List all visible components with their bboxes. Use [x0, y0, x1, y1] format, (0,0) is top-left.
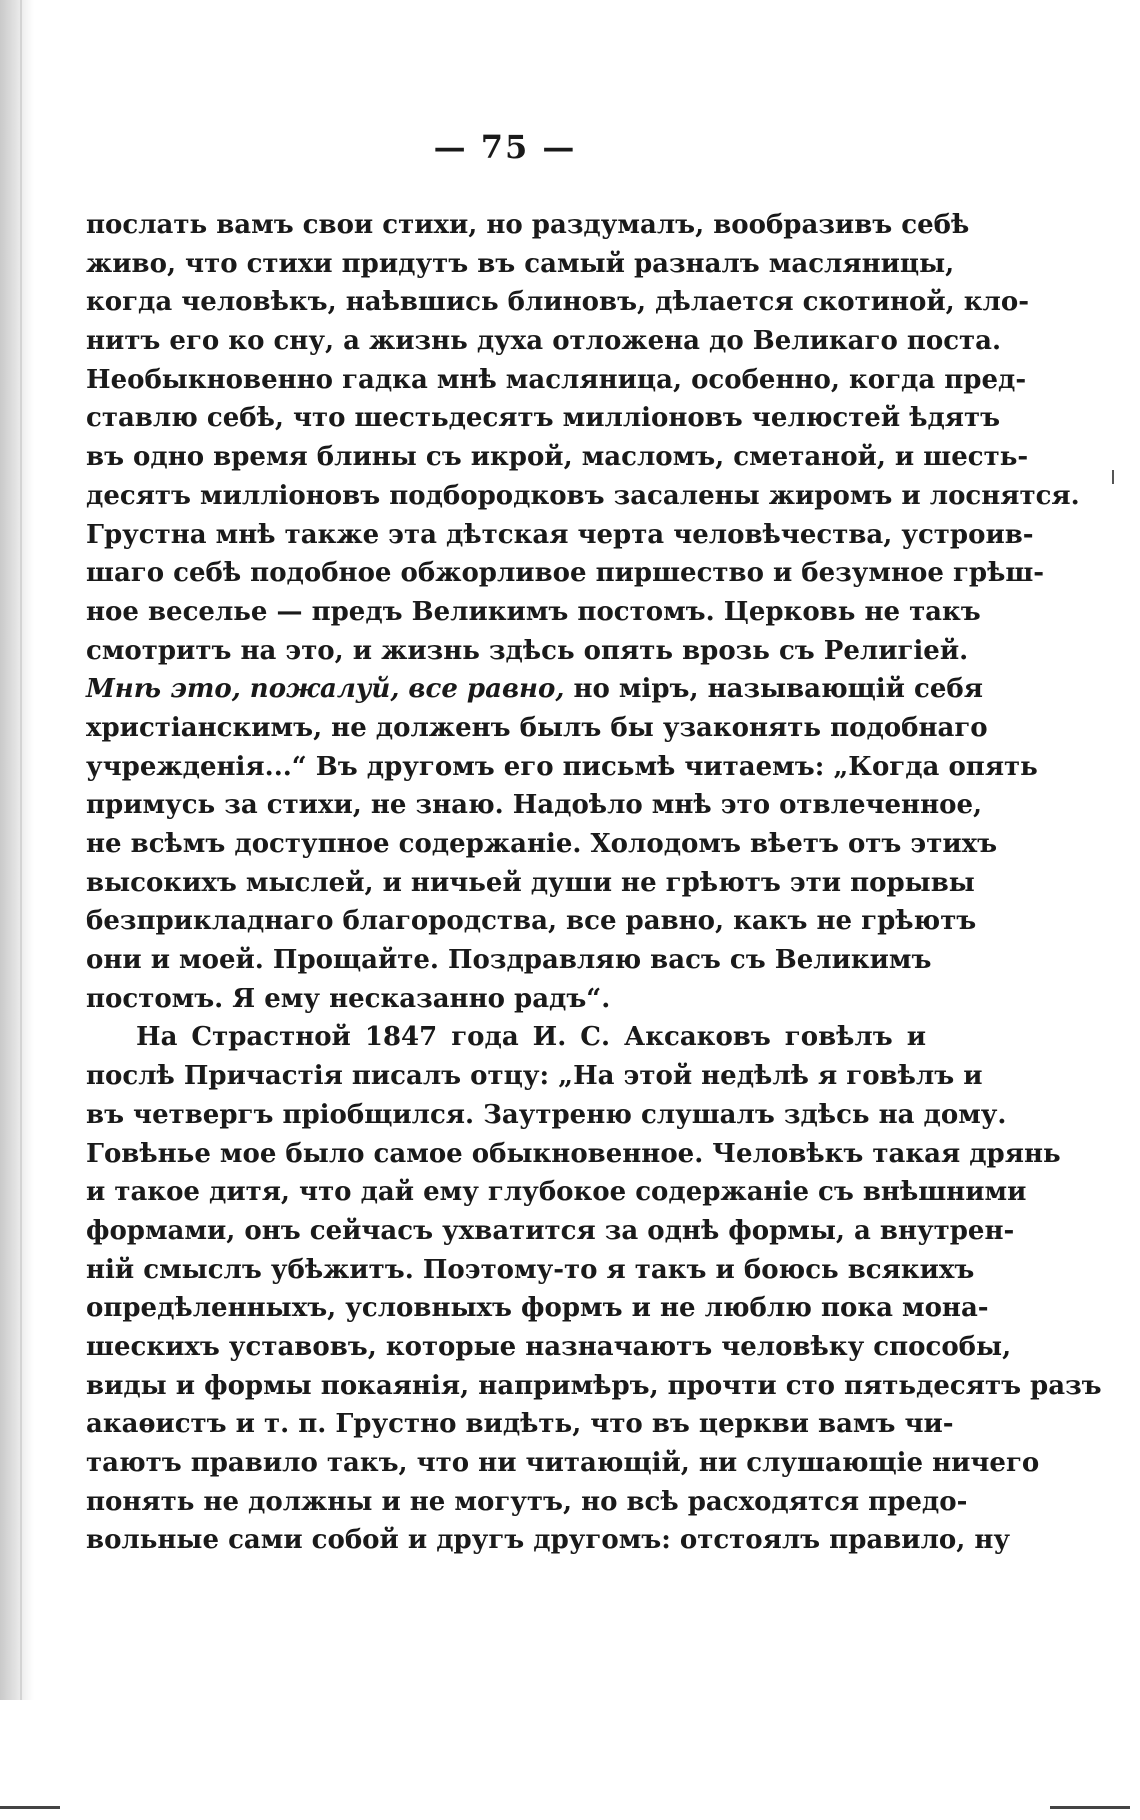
text-line: шаго себѣ подобное обжорливое пиршество и безумное грѣш-	[86, 558, 1045, 589]
text-line: учрежденія...“ Въ другомъ его письмѣ читаемъ: „Когда опять	[86, 751, 1038, 782]
text-line: акаѳистъ и т. п. Грустно видѣть, что въ церкви вамъ чи-	[86, 1409, 954, 1440]
scan-mark	[1112, 470, 1114, 484]
scan-edge-rule	[1050, 1806, 1130, 1809]
text-line-tail: но міръ, называющій себя	[573, 674, 983, 705]
text-line: безприкладнаго благородства, все равно, какъ не грѣютъ	[86, 906, 977, 937]
text-line: шескихъ уставовъ, которые назначаютъ человѣку способы,	[86, 1331, 1012, 1362]
text-line: послѣ Причастія писалъ отцу: „На этой недѣлѣ я говѣлъ и	[86, 1061, 983, 1092]
text-line: смотритъ на это, и жизнь здѣсь опять врозь съ Религіей.	[86, 635, 969, 666]
text-line: въ одно время блины съ икрой, масломъ, сметаной, и шесть-	[86, 442, 1029, 473]
text-line: понять не должны и не могутъ, но всѣ расходятся предо-	[86, 1486, 968, 1517]
text-line: они и моей. Прощайте. Поздравляю васъ съ Великимъ	[86, 945, 932, 976]
text-line: живо, что стихи придутъ въ самый разналъ масляницы,	[86, 248, 955, 279]
paragraph-first-line: На Страстной 1847 года И. С. Аксаковъ говѣлъ и	[136, 1022, 926, 1053]
scan-edge-rule	[0, 1806, 60, 1809]
text-line: таютъ правило такъ, что ни читающій, ни слушающіе ничего	[86, 1448, 1040, 1478]
page-number: — 75 —	[433, 128, 577, 166]
text-line: ное веселье — предъ Великимъ постомъ. Церковь не такъ	[86, 596, 981, 627]
text-line: когда человѣкъ, наѣвшись блиновъ, дѣлается скотиной, кло-	[86, 287, 1029, 318]
text-line: христіанскимъ, не долженъ былъ бы узаконять подобнаго	[86, 712, 988, 743]
text-line: десятъ милліоновъ подбородковъ засалены жиромъ и лоснятся.	[86, 480, 1080, 511]
italic-phrase: Мнѣ это, пожалуй, все равно,	[86, 674, 565, 705]
text-line: и такое дитя, что дай ему глубокое содержаніе съ внѣшними	[86, 1177, 1027, 1208]
scan-page-edge	[0, 0, 34, 1700]
text-line: Необыкновенно гадка мнѣ масляница, особенно, когда пред-	[86, 364, 1027, 395]
text-line: ній смыслъ убѣжитъ. Поэтому-то я такъ и боюсь всякихъ	[86, 1254, 975, 1285]
text-line: вольные сами собой и другъ другомъ: отстоялъ правило, ну	[86, 1525, 1011, 1556]
text-line: не всѣмъ доступное содержаніе. Холодомъ вѣетъ отъ этихъ	[86, 829, 998, 859]
text-line: виды и формы покаянія, напримѣръ, прочти сто пятьдесятъ разъ	[86, 1370, 1102, 1401]
paragraph-last-line: постомъ. Я ему несказанно радъ“.	[86, 983, 611, 1014]
text-line: Говѣнье мое было самое обыкновенное. Человѣкъ такая дрянь	[86, 1138, 1061, 1169]
text-line: Грустна мнѣ также эта дѣтская черта человѣчества, устроив-	[86, 519, 1034, 550]
text-line: формами, онъ сейчасъ ухватится за однѣ формы, а внутрен-	[86, 1215, 1015, 1246]
text-line-with-italic	[86, 670, 983, 709]
text-line: ставлю себѣ, что шестьдесятъ милліоновъ челюстей ѣдятъ	[86, 403, 1001, 434]
text-line: послать вамъ свои стихи, но раздумалъ, вообразивъ себѣ	[86, 210, 970, 240]
text-line: примусь за стихи, не знаю. Надоѣло мнѣ это отвлеченное,	[86, 790, 983, 821]
body-text	[86, 206, 1102, 1560]
text-line: опредѣленныхъ, условныхъ формъ и не люблю пока мона-	[86, 1293, 989, 1324]
text-line: нитъ его ко сну, а жизнь духа отложена до Великаго поста.	[86, 326, 1002, 357]
text-line: въ четвергъ пріобщился. Заутреню слушалъ здѣсь на дому.	[86, 1099, 1007, 1130]
text-line: высокихъ мыслей, и ничьей души не грѣютъ эти порывы	[86, 867, 975, 898]
